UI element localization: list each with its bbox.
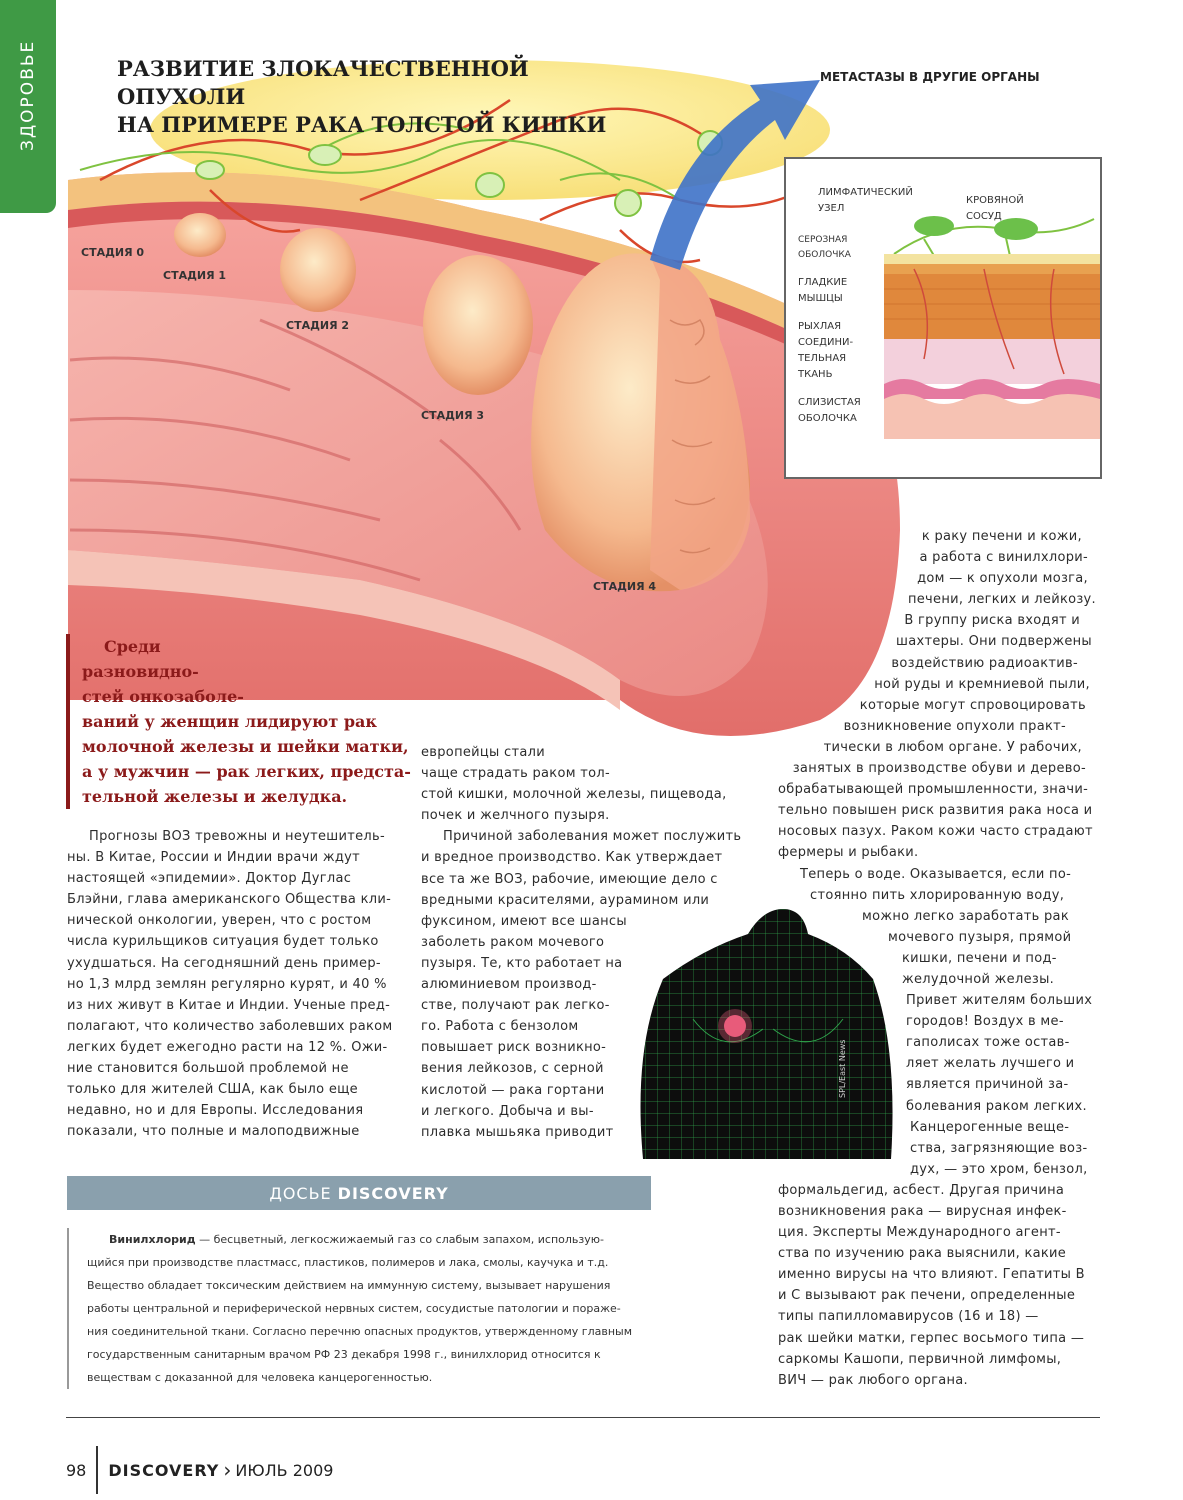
body-column-3: к раку печени и кожи, а работа с винилхлори- дом — к опухоли мозга, печени, легких и лейкозу. В группу риска входят и шахтеры. Они подвержены воздействию радиоактив- ной руды и кремниевой пыли, которые могут спровоцировать возникновение опухоли практ- тически в любом органе. У рабочих, занятых в производстве обуви и дерево- обрабатывающей промышленности, значи- тельно повышен риск развития рака носа и носовых пазух. Раком кожи часто страдают фермеры и рыбаки. Теперь о воде. Оказывается, если по- стоянно пить хлорированную воду, можно легко заработать рак мочевого пузыря, прямой кишки, печени и под- желудочной железы. Привет жителям больших городов! Воздух в ме- гаполисах тоже остав- ляет желать лучшего и является причиной за- болевания раком легких. Канцерогенные веще- ства, загрязняющие воз- дух, — это хром, бензол, формальдегид, асбест. Другая причина возникновения рака — вирусная инфек- ция. Эксперты Международного агент- ства по изучению рака выяснили, какие именно вирусы на что влияют. Гепатиты В и С вызывают рак печени, определенные типы папилломавирусов (16 и 18) — рак шейки матки, герпес восьмого типа — саркомы Кашопи, первичной лимфомы, ВИЧ — рак любого органа. [778, 529, 1096, 1388]
serosa-label: СЕРОЗНАЯ ОБОЛОЧКА [798, 235, 851, 260]
connective-tissue-label: РЫХЛАЯ СОЕДИНИ- ТЕЛЬНАЯ ТКАНЬ [798, 321, 854, 380]
dossier-term: Винилхлорид [109, 1233, 196, 1246]
dossier-header [67, 1176, 651, 1210]
dossier-header-prefix: ДОСЬЕ [269, 1183, 332, 1203]
dossier-header-brand: DISCOVERY [337, 1183, 449, 1203]
dossier-body: Винилхлорид — бесцветный, легкосжижаемый газ со слабым запахом, использую- щийся при производстве пластмасс, пластиков, полимеров и лака, смолы, каучука и т.д. Вещество обладает токсическим действием на иммунную систему, вызывает нарушения работы центральной и периферической нервных систем, сосудистые патологии и пораже- ния соединительной ткани. Согласно перечню опасных продуктов, утвержденному главным государственным санитарным врачом РФ 23 декабря 1998 г., винилхлорид относится к веществам с доказанной для человека канцерогенностью. [67, 1228, 671, 1389]
page-footer [66, 1446, 333, 1494]
photo-credit: SPL/East News [838, 1039, 847, 1098]
section-tab [0, 0, 56, 213]
stage-0-label: СТАДИЯ 0 [81, 246, 145, 259]
footer-separator [96, 1446, 98, 1494]
wall-layers-diagram [884, 199, 1100, 479]
stage-4-label: СТАДИЯ 4 [593, 580, 657, 593]
article-title [117, 55, 637, 139]
chevron-right-icon: › [223, 1458, 232, 1482]
footer-brand: DISCOVERY [108, 1460, 220, 1480]
metastasis-label: МЕТАСТАЗЫ В ДРУГИЕ ОРГАНЫ [820, 70, 1040, 84]
pull-quote: Среди разновидно- стей онкозаболе- ваний у женщин лидируют рак молочной железы и шейки матки, а у мужчин — рак легких, предста- тельной железы и желудка. [66, 634, 412, 809]
title-line: РАЗВИТИЕ ЗЛОКАЧЕСТВЕННОЙ ОПУХОЛИ [117, 56, 529, 109]
body-column-1: Прогнозы ВОЗ тревожны и неутешитель- ны. В Китае, России и Индии врачи ждут настоящей «эпидемии». Доктор Дуглас Блэйни, глава американского Общества кли- нической онкологии, уверен, что с ростом числа курильщиков ситуация будет только ухудшаться. На сегодняшний день пример- но 1,3 млрд землян регулярно курят, и 40 % из них живут в Китае и Индии. Ученые пред- полагают, что количество заболевших раком легких будет ежегодно расти на 12 %. Ожи- ние становится большой проблемой не только для жителей США, как было еще недавно, но и для Европы. Исследования показали, что полные и малоподвижные [67, 829, 393, 1140]
footer-issue: ИЮЛЬ 2009 [235, 1460, 334, 1480]
mucosa-label: СЛИЗИСТАЯ ОБОЛОЧКА [798, 397, 861, 424]
smooth-muscle-label: ГЛАДКИЕ МЫШЦЫ [798, 277, 848, 304]
footer-rule [66, 1417, 1100, 1418]
title-line: НА ПРИМЕРЕ РАКА ТОЛСТОЙ КИШКИ [117, 112, 607, 137]
wall-layers-inset [784, 157, 1102, 479]
body-column-2: европейцы стали чаще страдать раком тол- стой кишки, молочной железы, пищевода, почек и желчного пузыря. Причиной заболевания может послужить и вредное производство. Как утверждает все та же ВОЗ, рабочие, имеющие дело с вредными красителями, аурамином или фуксином, имеют все шансы заболеть раком мочевого пузыря. Те, кто работает на алюминиевом производ- стве, получают рак легко- го. Работа с бензолом повышает риск возникно- вения лейкозов, с серной кислотой — рака гортани и легкого. Добыча и вы- плавка мышьяка приводит [421, 745, 742, 1140]
lymph-node-label: ЛИМФАТИЧЕСКИЙ УЗЕЛ [818, 187, 913, 214]
page-number: 98 [66, 1460, 87, 1480]
blood-vessel-label: КРОВЯНОЙ СОСУД [966, 195, 1024, 222]
stage-2-label: СТАДИЯ 2 [286, 319, 350, 332]
stage-1-label: СТАДИЯ 1 [163, 269, 227, 282]
stage-3-label: СТАДИЯ 3 [421, 409, 485, 422]
section-tab-label: ЗДОРОВЬЕ [18, 40, 38, 152]
